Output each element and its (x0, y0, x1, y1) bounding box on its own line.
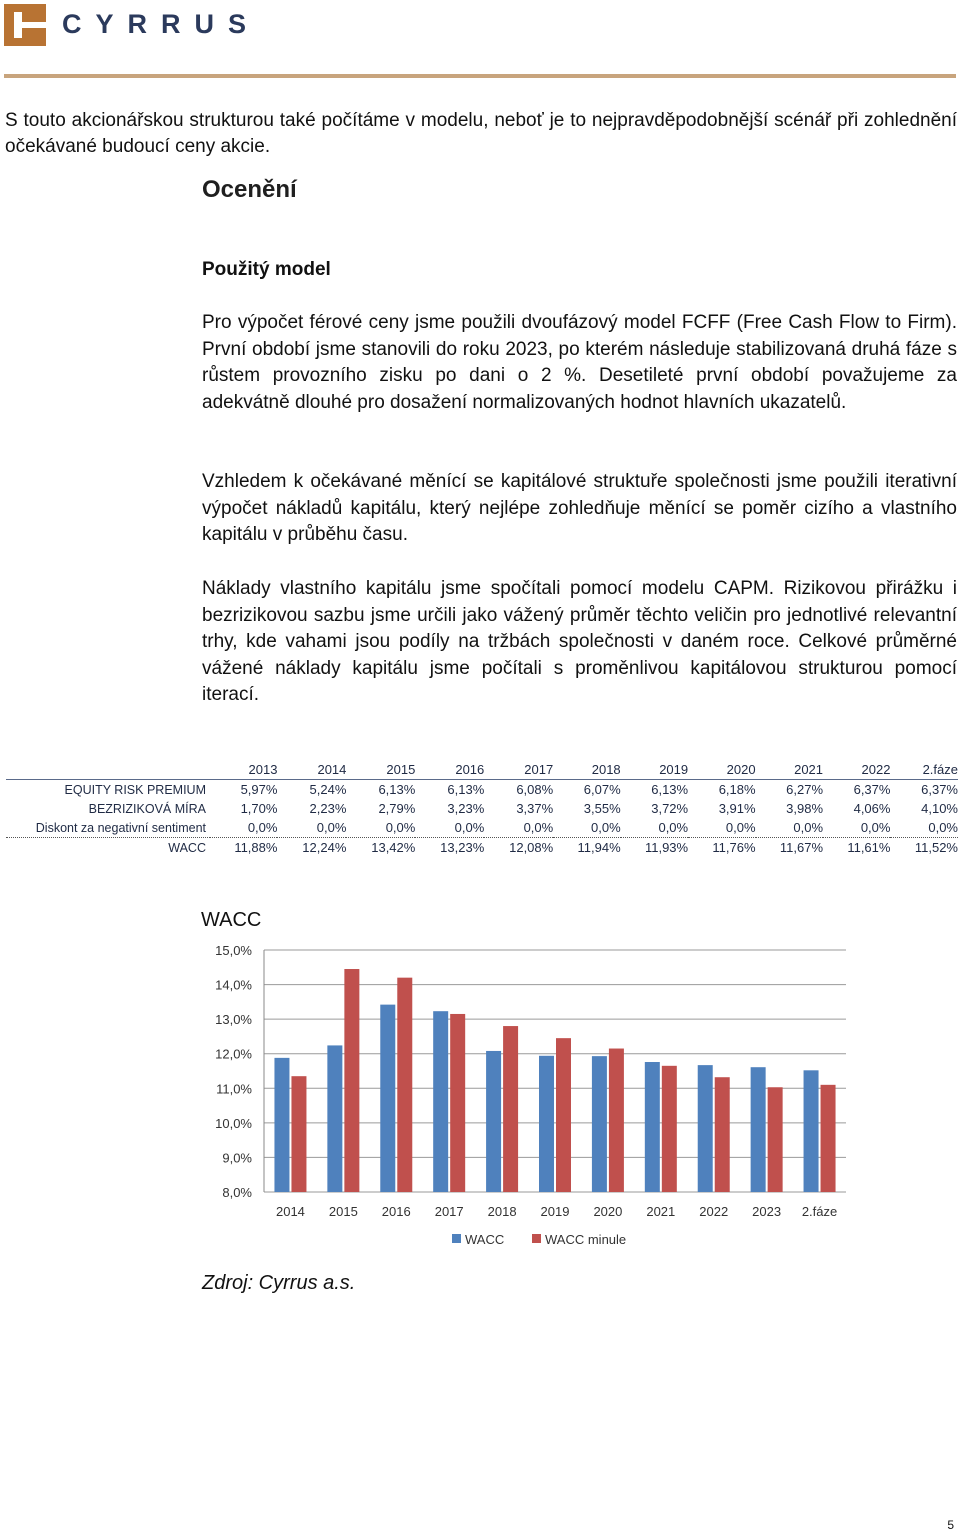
bar-wacc-minule (768, 1087, 783, 1192)
table-cell: 6,37% (853, 782, 891, 797)
table-row (6, 780, 958, 800)
source-note: Zdroj: Cyrrus a.s. (202, 1272, 356, 1294)
x-tick-label: 2021 (646, 1204, 676, 1219)
header-rule (4, 74, 956, 78)
bar-wacc-minule (821, 1085, 836, 1192)
paragraph: Náklady vlastního kapitálu jsme spočítali pomocí modelu CAPM. Rizikovou přirážku i bezrizikovou sazbu jsme určili jako vážený průměr těchto veličin pro jednotlivé relevantní trhy, kde vahami jsou podíly na tržbách společnosti v daném roce. Celkové průměrné vážené náklady kapitálu jsme počítali s proměnlivou kapitálovou strukturou pomocí iterací. (202, 578, 957, 706)
table-row (6, 799, 958, 818)
page-number: 5 (947, 1518, 954, 1532)
table-cell: 3,91% (718, 801, 756, 816)
x-tick-label: 2016 (381, 1204, 411, 1219)
table-header-row (6, 760, 958, 780)
table-cell: 11,76% (712, 840, 756, 855)
table-cell: 0,0% (823, 818, 890, 838)
column-header: 2015 (386, 762, 416, 777)
table-cell: 6,13% (447, 782, 485, 797)
bar-wacc (592, 1056, 607, 1192)
table-cell: 0,0% (277, 818, 346, 838)
row-label: BEZRIZIKOVÁ MÍRA (88, 801, 206, 816)
cyrrus-logo-icon (4, 4, 46, 46)
subsection-title: Použitý model (202, 259, 331, 280)
table-cell: 11,93% (644, 840, 689, 855)
x-tick-label: 2.fáze (801, 1204, 838, 1219)
column-header: 2019 (659, 762, 689, 777)
column-header: 2022 (861, 762, 891, 777)
table-cell: 3,98% (786, 801, 824, 816)
bar-wacc (804, 1070, 819, 1192)
bar-wacc (539, 1056, 554, 1192)
bar-wacc (380, 1005, 395, 1192)
column-header: 2018 (591, 762, 621, 777)
table-cell: 6,08% (516, 782, 554, 797)
x-tick-label: 2015 (328, 1204, 358, 1219)
table-row (6, 838, 958, 858)
table-cell: 0,0% (346, 818, 415, 838)
row-label: WACC (168, 840, 206, 855)
paragraph: Vzhledem k očekávané měnící se kapitálové struktuře společnosti jsme použili iterativní výpočet nákladů kapitálu, který nejlépe zohledňuje měnící se poměr cizího a vlastního kapitálu v průběhu času. (202, 471, 957, 546)
column-header: 2016 (455, 762, 485, 777)
y-tick-label: 10,0% (215, 1115, 252, 1131)
legend-swatch (452, 1234, 461, 1243)
table-cell: 11,88% (234, 840, 278, 855)
y-tick-label: 15,0% (215, 943, 252, 958)
x-tick-label: 2019 (540, 1204, 570, 1219)
cost-of-capital-table (6, 760, 958, 857)
column-header: 2013 (248, 762, 278, 777)
table-cell: 2,79% (378, 801, 416, 816)
table-header-empty (6, 760, 210, 780)
column-header: 2014 (317, 762, 347, 777)
bar-wacc (698, 1065, 713, 1192)
y-tick-label: 14,0% (215, 977, 252, 993)
bar-wacc-minule (291, 1076, 306, 1192)
table-cell: 3,55% (583, 801, 621, 816)
table-cell: 4,10% (921, 801, 958, 816)
column-header: 2017 (524, 762, 554, 777)
table-cell: 13,42% (371, 840, 416, 855)
table-cell: 12,08% (509, 840, 554, 855)
bar-wacc (486, 1051, 501, 1192)
bar-wacc-minule (556, 1038, 571, 1192)
bar-wacc-minule (662, 1066, 677, 1192)
table-cell: 11,94% (577, 840, 621, 855)
x-tick-label: 2018 (487, 1204, 517, 1219)
bar-wacc-minule (609, 1049, 624, 1192)
bar-wacc-minule (503, 1026, 518, 1192)
x-tick-label: 2017 (434, 1204, 464, 1219)
bar-wacc-minule (344, 969, 359, 1192)
bar-wacc (327, 1045, 342, 1192)
y-tick-label: 11,0% (216, 1081, 252, 1097)
table-cell: 13,23% (440, 840, 485, 855)
table-cell: 6,27% (786, 782, 824, 797)
legend-swatch (532, 1234, 541, 1243)
table-cell: 0,0% (756, 818, 823, 838)
bar-wacc (433, 1011, 448, 1192)
x-tick-label: 2014 (275, 1204, 305, 1219)
column-header: 2021 (794, 762, 824, 777)
table-cell: 11,52% (914, 840, 958, 855)
brand-name: CYRRUS (62, 9, 261, 39)
y-tick-label: 13,0% (215, 1012, 252, 1028)
row-label: EQUITY RISK PREMIUM (64, 782, 206, 797)
x-tick-label: 2020 (593, 1204, 623, 1219)
legend-label: WACC (465, 1232, 505, 1247)
row-label: Diskont za negativní sentiment (6, 818, 210, 838)
wacc-bar-chart (200, 900, 860, 1260)
bar-wacc-minule (397, 978, 412, 1192)
table-cell: 6,37% (921, 782, 958, 797)
bar-wacc-minule (715, 1077, 730, 1192)
table-cell: 12,24% (302, 840, 347, 855)
column-header: 2020 (726, 762, 756, 777)
bar-wacc-minule (450, 1014, 465, 1192)
table-cell: 0,0% (484, 818, 553, 838)
table-cell: 0,0% (415, 818, 484, 838)
paragraph: Pro výpočet férové ceny jsme použili dvoufázový model FCFF (Free Cash Flow to Firm). První období jsme stanovili do roku 2023, po kterém následuje stabilizovaná druhá fáze s růstem provozního zisku po dani o 2 %. Desetileté první období považujeme za adekvátně dlouhé pro dosažení normalizovaných hodnot hlavních ukazatelů. (202, 312, 957, 413)
table-cell: 0,0% (688, 818, 755, 838)
table-cell: 3,37% (516, 801, 554, 816)
table-cell: 0,0% (553, 818, 620, 838)
table-cell: 3,23% (447, 801, 485, 816)
table-cell: 5,97% (240, 782, 278, 797)
section-title: Ocenění (202, 176, 297, 203)
table-cell: 11,61% (847, 840, 891, 855)
table-cell: 0,0% (621, 818, 688, 838)
y-tick-label: 8,0% (222, 1185, 252, 1200)
bar-wacc (751, 1067, 766, 1192)
chart-title: WACC (201, 909, 262, 931)
table-cell: 0,0% (210, 818, 277, 838)
table-cell: 6,07% (583, 782, 621, 797)
bar-wacc (645, 1062, 660, 1192)
legend-label: WACC minule (545, 1232, 627, 1247)
x-tick-label: 2022 (699, 1204, 729, 1219)
table-cell: 1,70% (240, 801, 278, 816)
intro-paragraph: S touto akcionářskou strukturou také počítáme v modelu, neboť je to nejpravděpodobnější scénář při zohlednění očekávané budoucí ceny akcie. (5, 110, 957, 157)
table-cell: 5,24% (309, 782, 347, 797)
table-cell: 2,23% (309, 801, 347, 816)
x-tick-label: 2023 (752, 1204, 782, 1219)
table-cell: 0,0% (890, 818, 958, 838)
table-cell: 4,06% (853, 801, 891, 816)
table-cell: 6,13% (651, 782, 689, 797)
column-header: 2.fáze (922, 762, 958, 777)
table-cell: 6,13% (378, 782, 416, 797)
table-cell: 3,72% (651, 801, 689, 816)
table-cell: 11,67% (779, 840, 824, 855)
bar-wacc (274, 1058, 289, 1192)
table-row (6, 818, 958, 838)
table-cell: 6,18% (718, 782, 756, 797)
y-tick-label: 9,0% (222, 1150, 252, 1166)
y-tick-label: 12,0% (215, 1046, 252, 1062)
